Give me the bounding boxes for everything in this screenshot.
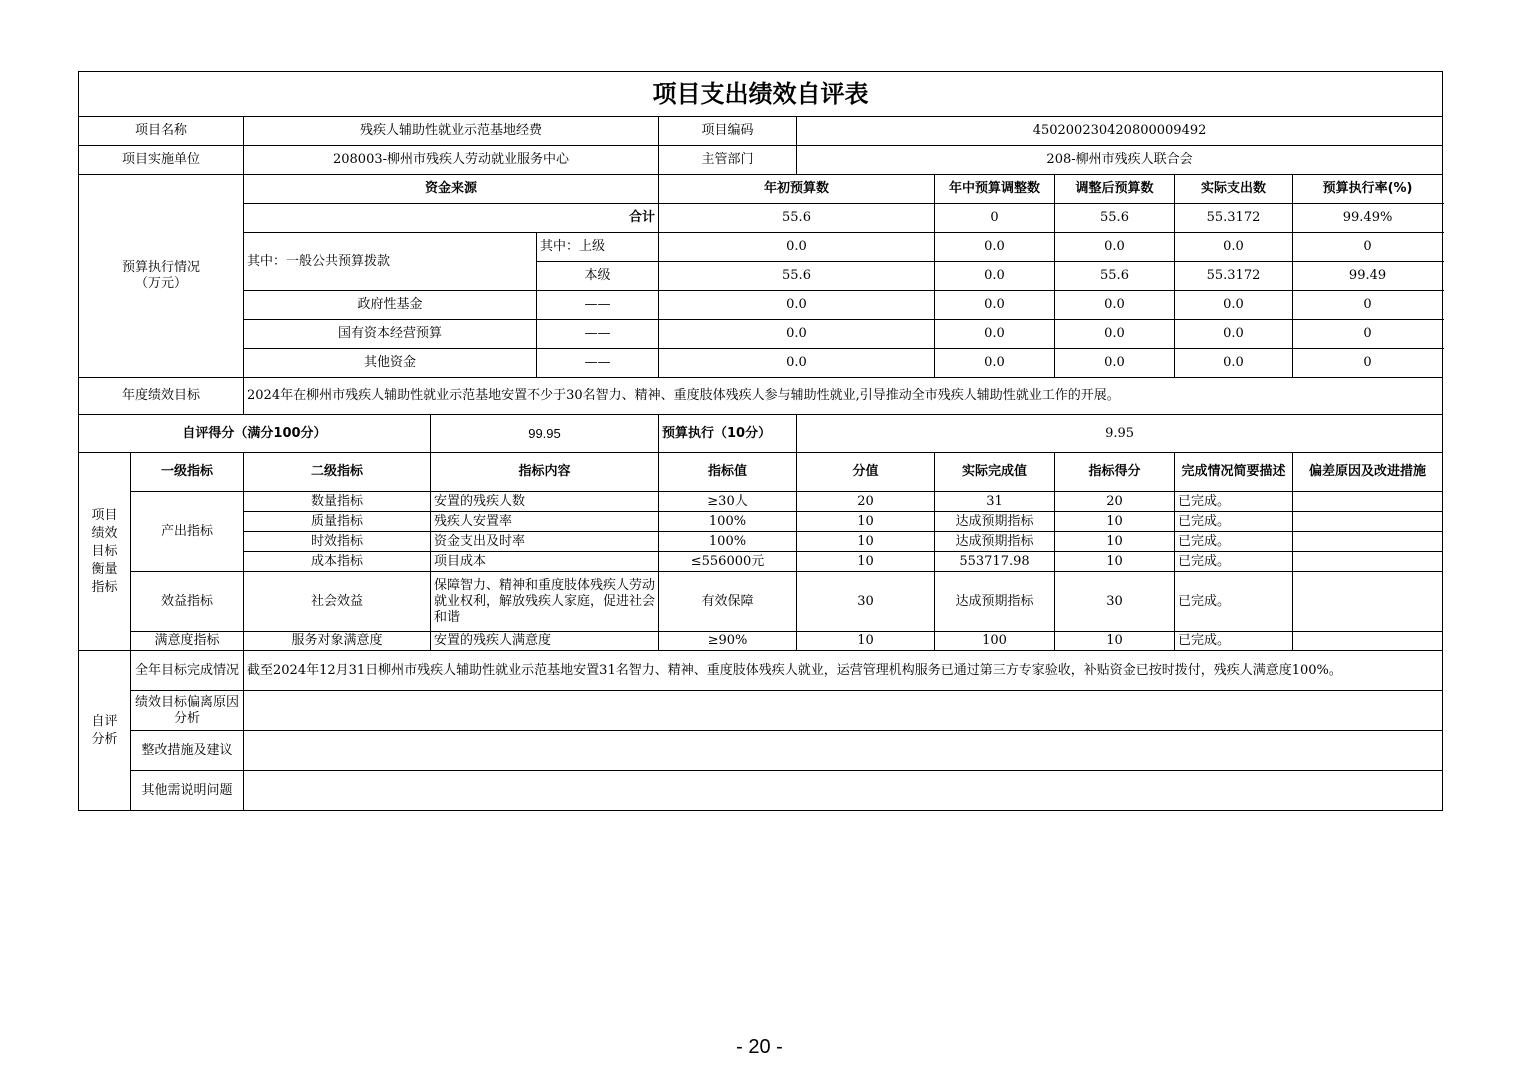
total-label: 合计 [244,204,659,233]
indicator-deviation [1293,552,1443,572]
form-title: 项目支出绩效自评表 [79,72,1443,117]
other-fund-label: 其他资金 [244,349,537,378]
upper-actual: 0.0 [1175,233,1293,262]
budget-section-label-line1: 预算执行情况 [121,260,200,275]
header-deviation: 偏差原因及改进措施 [1293,453,1443,492]
state-capital-mid-adjust: 0.0 [935,320,1055,349]
budget-row-other [79,349,1443,378]
indicator-got: 20 [1055,492,1175,512]
local-mid-adjust: 0.0 [935,262,1055,291]
header-fund-source: 资金来源 [244,175,659,204]
indicator-desc: 已完成。 [1175,532,1293,552]
indicator-score: 30 [797,572,935,632]
indicator-desc: 已完成。 [1175,632,1293,651]
indicator-content: 残疾人安置率 [431,512,659,532]
indicator-score: 10 [797,532,935,552]
budget-section-label-line2: （万元） [134,276,187,291]
indicator-actual: 达成预期指标 [935,512,1055,532]
indicator-deviation [1293,632,1443,651]
header-initial-budget: 年初预算数 [659,175,935,204]
budget-row-total [79,204,1443,233]
header-adjusted-budget: 调整后预算数 [1055,175,1175,204]
indicator-content: 保障智力、精神和重度肢体残疾人劳动就业权利，解放残疾人家庭，促进社会和谐 [431,572,659,632]
gov-fund-dash: —— [537,291,659,320]
implementing-unit-label: 项目实施单位 [79,146,244,175]
indicator-l2: 时效指标 [244,532,431,552]
upper-initial: 0.0 [659,233,935,262]
header-level2: 二级指标 [244,453,431,492]
header-desc: 完成情况简要描述 [1175,453,1293,492]
other-fund-initial: 0.0 [659,349,935,378]
upper-rate: 0 [1293,233,1443,262]
local-initial: 55.6 [659,262,935,291]
general-budget-label: 其中：一般公共预算拨款 [244,233,537,291]
indicator-l2: 社会效益 [244,572,431,632]
project-code-label: 项目编码 [659,117,797,146]
indicator-score: 20 [797,492,935,512]
total-actual: 55.3172 [1175,204,1293,233]
self-analysis-label: 自评分析 [79,651,131,811]
table-row [79,572,1443,632]
gov-fund-rate: 0 [1293,291,1443,320]
upper-label: 其中：上级 [537,233,659,262]
table-row [79,552,1443,572]
gov-fund-actual: 0.0 [1175,291,1293,320]
page-number: - 20 - [736,1036,783,1058]
state-capital-actual: 0.0 [1175,320,1293,349]
indicator-score: 10 [797,632,935,651]
budget-exec-score-label: 预算执行（10分） [659,415,797,453]
project-name-label: 项目名称 [79,117,244,146]
upper-mid-adjust: 0.0 [935,233,1055,262]
gov-fund-initial: 0.0 [659,291,935,320]
indicator-actual: 553717.98 [935,552,1055,572]
other-fund-rate: 0 [1293,349,1443,378]
deviation-label: 绩效目标偏离原因分析 [131,691,244,731]
gov-fund-label: 政府性基金 [244,291,537,320]
indicator-target: ≥90% [659,632,797,651]
indicator-l2: 成本指标 [244,552,431,572]
gov-fund-mid-adjust: 0.0 [935,291,1055,320]
indicator-section-label: 项目绩效目标衡量指标 [79,453,131,651]
table-row [79,632,1443,651]
rectify-label: 整改措施及建议 [131,731,244,771]
indicator-actual: 达成预期指标 [935,572,1055,632]
indicator-content: 安置的残疾人数 [431,492,659,512]
budget-section-label [79,175,244,378]
evaluation-table [78,71,1443,811]
budget-row-gov-fund [79,291,1443,320]
indicator-desc: 已完成。 [1175,492,1293,512]
output-indicator-label: 产出指标 [131,492,244,572]
header-target: 指标值 [659,453,797,492]
supervising-dept-label: 主管部门 [659,146,797,175]
indicator-desc: 已完成。 [1175,572,1293,632]
header-actual-expense: 实际支出数 [1175,175,1293,204]
total-initial: 55.6 [659,204,935,233]
indicator-target: 100% [659,512,797,532]
implementing-unit: 208003-柳州市残疾人劳动就业服务中心 [244,146,659,175]
indicator-target: 有效保障 [659,572,797,632]
header-actual: 实际完成值 [935,453,1055,492]
budget-exec-score-value: 9.95 [797,415,1443,453]
indicator-score: 10 [797,552,935,572]
completion-label: 全年目标完成情况 [131,651,244,691]
indicator-deviation [1293,492,1443,512]
indicator-actual: 100 [935,632,1055,651]
indicator-actual: 达成预期指标 [935,532,1055,552]
completion-text: 截至2024年12月31日柳州市残疾人辅助性就业示范基地安置31名智力、精神、重度肢体残疾人就业，运营管理机构服务已通过第三方专家验收，补贴资金已按时拨付，残疾人满意度100%。 [244,651,1443,691]
indicator-got: 10 [1055,512,1175,532]
performance-self-evaluation-form [78,71,1442,811]
indicator-l2: 服务对象满意度 [244,632,431,651]
state-capital-rate: 0 [1293,320,1443,349]
indicator-deviation [1293,572,1443,632]
self-score-label: 自评得分（满分100分） [79,415,431,453]
self-score-value: 99.95 [431,415,659,453]
state-capital-adjusted: 0.0 [1055,320,1175,349]
indicator-got: 30 [1055,572,1175,632]
budget-row-upper [79,233,1443,262]
annual-goal-text: 2024年在柳州市残疾人辅助性就业示范基地安置不少于30名智力、精神、重度肢体残疾人参与辅助性就业,引导推动全市残疾人辅助性就业工作的开展。 [244,378,1443,415]
indicator-got: 10 [1055,532,1175,552]
indicator-score: 10 [797,512,935,532]
state-capital-label: 国有资本经营预算 [244,320,537,349]
indicator-got: 10 [1055,632,1175,651]
indicator-desc: 已完成。 [1175,512,1293,532]
indicator-content: 资金支出及时率 [431,532,659,552]
indicator-deviation [1293,532,1443,552]
header-execution-rate: 预算执行率(%) [1293,175,1443,204]
deviation-text [244,691,1443,731]
rectify-text [244,731,1443,771]
indicator-target: 100% [659,532,797,552]
local-adjusted: 55.6 [1055,262,1175,291]
header-mid-adjust: 年中预算调整数 [935,175,1055,204]
project-name: 残疾人辅助性就业示范基地经费 [244,117,659,146]
total-mid-adjust: 0 [935,204,1055,233]
table-row [79,512,1443,532]
budget-row-state-capital [79,320,1443,349]
indicator-target: ≥30人 [659,492,797,512]
indicator-content: 安置的残疾人满意度 [431,632,659,651]
upper-adjusted: 0.0 [1055,233,1175,262]
state-capital-dash: —— [537,320,659,349]
local-label: 本级 [537,262,659,291]
header-score: 分值 [797,453,935,492]
benefit-indicator-label: 效益指标 [131,572,244,632]
header-got: 指标得分 [1055,453,1175,492]
indicator-l2: 质量指标 [244,512,431,532]
project-code: 450200230420800009492 [797,117,1443,146]
state-capital-initial: 0.0 [659,320,935,349]
other-fund-adjusted: 0.0 [1055,349,1175,378]
annual-goal-label: 年度绩效目标 [79,378,244,415]
supervising-dept: 208-柳州市残疾人联合会 [797,146,1443,175]
other-issues-label: 其他需说明问题 [131,771,244,811]
indicator-header-row [79,453,1443,492]
local-actual: 55.3172 [1175,262,1293,291]
total-adjusted: 55.6 [1055,204,1175,233]
satisfaction-indicator-label: 满意度指标 [131,632,244,651]
indicator-desc: 已完成。 [1175,552,1293,572]
indicator-got: 10 [1055,552,1175,572]
indicator-target: ≤556000元 [659,552,797,572]
gov-fund-adjusted: 0.0 [1055,291,1175,320]
table-row [79,532,1443,552]
total-rate: 99.49% [1293,204,1443,233]
other-fund-mid-adjust: 0.0 [935,349,1055,378]
indicator-l2: 数量指标 [244,492,431,512]
other-issues-text [244,771,1443,811]
header-content: 指标内容 [431,453,659,492]
indicator-actual: 31 [935,492,1055,512]
header-level1: 一级指标 [131,453,244,492]
other-fund-actual: 0.0 [1175,349,1293,378]
other-fund-dash: —— [537,349,659,378]
indicator-deviation [1293,512,1443,532]
table-row [79,492,1443,512]
local-rate: 99.49 [1293,262,1443,291]
indicator-content: 项目成本 [431,552,659,572]
